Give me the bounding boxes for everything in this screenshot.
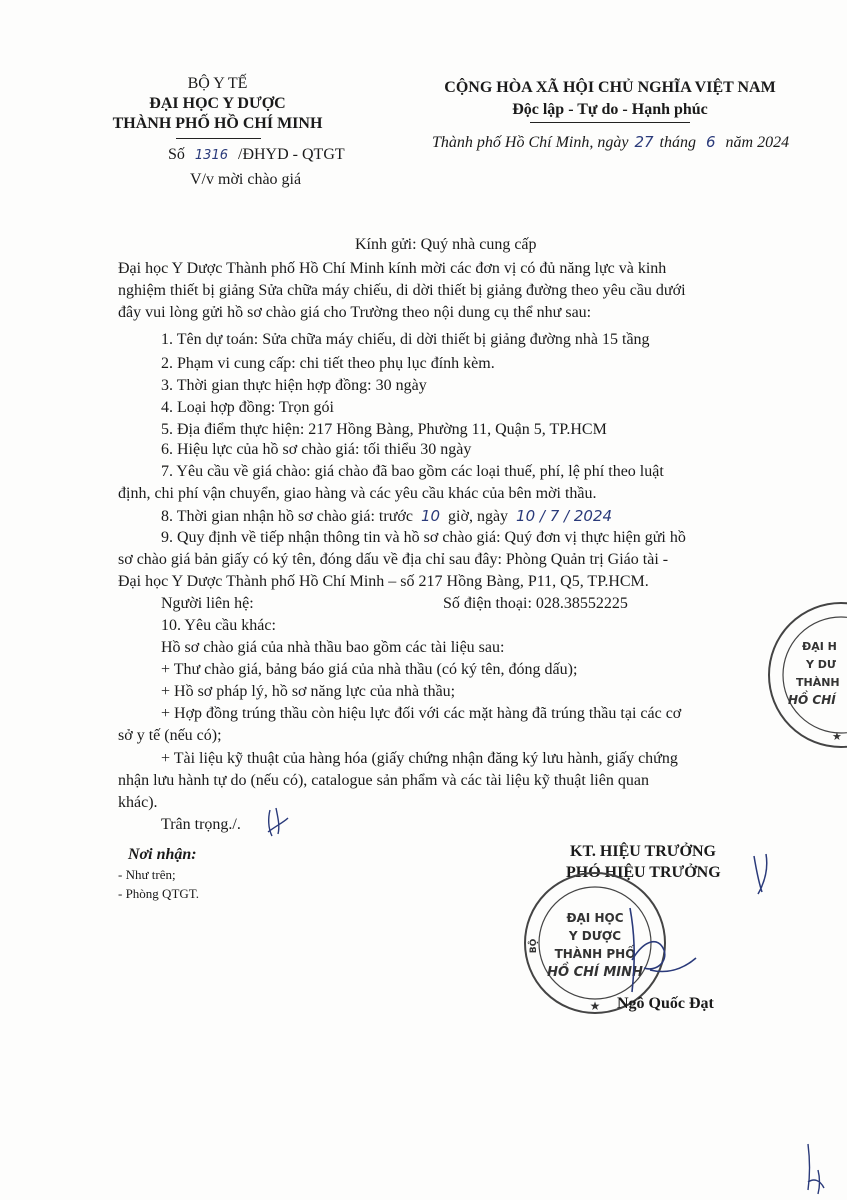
edge-stamp-star-icon: ★ [832, 730, 842, 743]
item-10-intro: Hồ sơ chào giá của nhà thầu bao gồm các tài liệu sau: [161, 639, 505, 656]
requirement-4-line-2: nhận lưu hành tự do (nếu có), catalogue sản phẩm và các tài liệu kỹ thuật liên quan [118, 772, 649, 789]
issue-date: Thành phố Hồ Chí Minh, ngày 27 tháng 6 năm 2024 [432, 133, 790, 151]
item-5: 5. Địa điểm thực hiện: 217 Hồng Bàng, Phường 11, Quận 5, TP.HCM [161, 421, 607, 438]
nation-title: CỘNG HÒA XÃ HỘI CHỦ NGHĨA VIỆT NAM [444, 79, 776, 96]
signer-name: Ngô Quốc Đạt [617, 995, 714, 1012]
salutation: Kính gửi: Quý nhà cung cấp [355, 236, 537, 253]
contact-phone: Số điện thoại: 028.38552225 [443, 595, 628, 612]
margin-initial-mark [800, 1140, 830, 1195]
edge-stamp-line-1: ĐẠI H [802, 640, 837, 653]
signature-title-2: PHÓ HIỆU TRƯỞNG [566, 864, 721, 881]
signature-title-1: KT. HIỆU TRƯỞNG [570, 843, 716, 860]
initial-mark [262, 806, 292, 840]
item-9-line-3: Đại học Y Dược Thành phố Hồ Chí Minh – số 217 Hồng Bàng, P11, Q5, TP.HCM. [118, 573, 649, 590]
stamp-line-1: ĐẠI HỌC [566, 911, 624, 925]
document-subject: V/v mời chào giá [190, 171, 302, 188]
header-left-underline [176, 138, 261, 139]
stamp-side: BỘ [529, 938, 539, 954]
handwritten-signature [600, 900, 710, 1000]
edge-stamp [756, 600, 847, 750]
item-7-line-2: định, chi phí vận chuyển, giao hàng và các yêu cầu khác của bên mời thầu. [118, 485, 597, 502]
date-month-handwritten: 6 [706, 133, 716, 151]
item-1: 1. Tên dự toán: Sửa chữa máy chiếu, di dời thiết bị giảng đường nhà 15 tầng [161, 331, 650, 348]
item-10: 10. Yêu cầu khác: [161, 617, 276, 634]
requirement-1: + Thư chào giá, bảng báo giá của nhà thầu (có ký tên, đóng dấu); [161, 661, 578, 678]
item-9-line-1: 9. Quy định về tiếp nhận thông tin và hồ sơ chào giá: Quý đơn vị thực hiện gửi hồ [161, 529, 686, 546]
contact-label: Người liên hệ: [161, 595, 254, 612]
intro-line-1: Đại học Y Dược Thành phố Hồ Chí Minh kính mời các đơn vị có đủ năng lực và kinh [118, 260, 667, 277]
header-left [110, 74, 325, 134]
item-2: 2. Phạm vi cung cấp: chi tiết theo phụ lục đính kèm. [161, 355, 495, 372]
item-8-hour-handwritten: 10 [420, 507, 441, 525]
edge-stamp-line-2: Y DƯ [806, 658, 837, 671]
ministry-name: BỘ Y TẾ [187, 75, 248, 92]
recipient-2: - Phòng QTGT. [118, 886, 200, 901]
requirement-4-line-3: khác). [118, 794, 158, 811]
item-3: 3. Thời gian thực hiện hợp đồng: 30 ngày [161, 377, 427, 394]
edge-stamp-line-3: THÀNH [796, 676, 840, 689]
national-motto: Độc lập - Tự do - Hạnh phúc [512, 101, 708, 118]
stamp-line-2: Y DƯỢC [568, 929, 622, 943]
intro-line-3: đây vui lòng gửi hồ sơ chào giá cho Trường theo nội dung cụ thể như sau: [118, 304, 592, 321]
item-8-date-handwritten: 10 / 7 / 2024 [516, 507, 613, 525]
requirement-3-line-1: + Hợp đồng trúng thầu còn hiệu lực đối với các mặt hàng đã trúng thầu tại các cơ [161, 705, 682, 722]
recipients-title: Nơi nhận: [128, 846, 197, 863]
requirement-4-line-1: + Tài liệu kỹ thuật của hàng hóa (giấy chứng nhận đăng ký lưu hành, giấy chứng [161, 750, 678, 767]
edge-stamp-line-4: HỒ CHÍ [788, 693, 836, 707]
item-9-line-2: sơ chào giá bản giấy có ký tên, đóng dấu về địa chỉ sau đây: Phòng Quản trị Giáo tài - [118, 551, 669, 568]
motto-underline [530, 122, 690, 123]
intro-line-2: nghiệm thiết bị giảng Sửa chữa máy chiếu, di dời thiết bị giảng đường theo yêu cầu dưới [118, 282, 686, 299]
requirement-2: + Hồ sơ pháp lý, hồ sơ năng lực của nhà thầu; [161, 683, 456, 700]
closing: Trân trọng./. [161, 816, 241, 833]
stamp-star-icon: ★ [589, 999, 601, 1013]
signature-flourish-top [748, 850, 776, 900]
recipient-1: - Như trên; [118, 867, 176, 882]
item-7-line-1: 7. Yêu cầu về giá chào: giá chào đã bao gồm các loại thuế, phí, lệ phí theo luật [161, 463, 664, 480]
stamp-line-4: HỒ CHÍ MINH [547, 965, 643, 980]
item-8: 8. Thời gian nhận hồ sơ chào giá: trước 10 giờ, ngày 10 / 7 / 2024 [161, 507, 613, 525]
stamp-line-3: THÀNH PHỐ [554, 947, 636, 961]
document-number-handwritten: 1316 [194, 148, 228, 163]
header-right [420, 77, 800, 121]
requirement-3-line-2: sở y tế (nếu có); [118, 727, 222, 744]
item-6: 6. Hiệu lực của hồ sơ chào giá: tối thiểu 30 ngày [161, 441, 472, 458]
university-name-line2: THÀNH PHỐ HỒ CHÍ MINH [112, 115, 323, 132]
item-4: 4. Loại hợp đồng: Trọn gói [161, 399, 334, 416]
date-day-handwritten: 27 [634, 133, 654, 151]
document-number: Số 1316 /ĐHYD - QTGT [168, 146, 345, 163]
university-name-line1: ĐẠI HỌC Y DƯỢC [149, 95, 286, 112]
